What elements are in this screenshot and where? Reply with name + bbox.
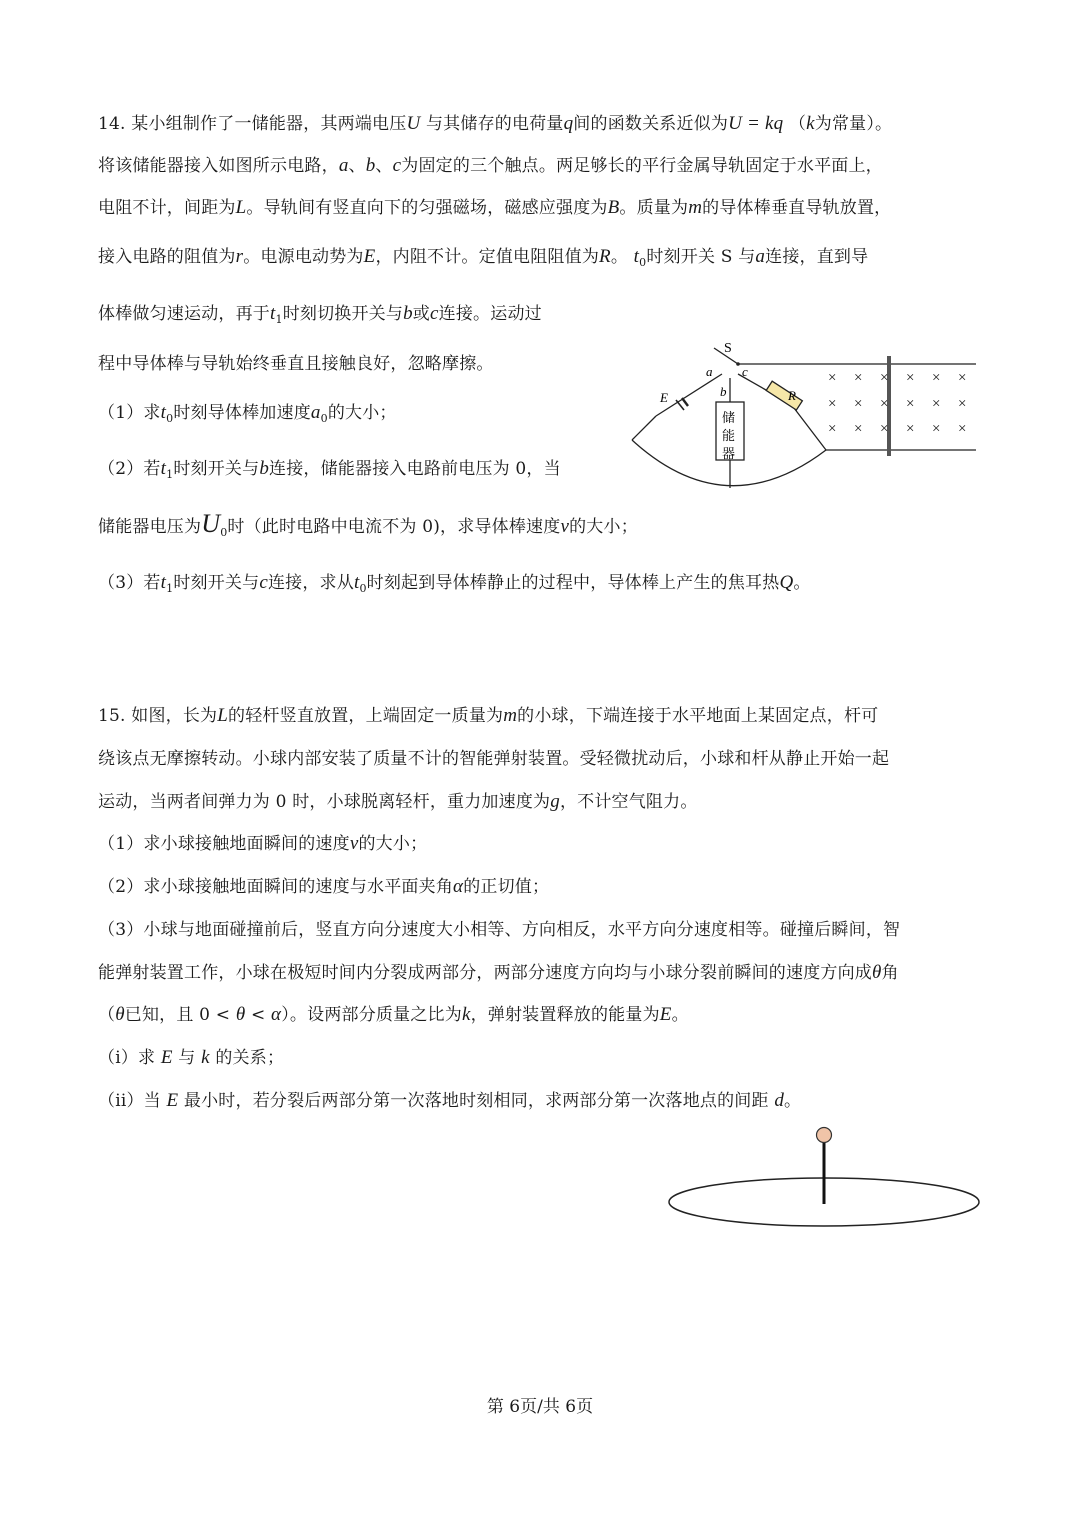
- subscript: 0: [320, 412, 328, 425]
- var-k: k: [201, 1047, 210, 1068]
- subscript: 1: [166, 468, 174, 481]
- field-cross-mark: ×: [854, 370, 863, 386]
- text: ）。设两部分质量之比为: [281, 1005, 462, 1025]
- var-E: E: [659, 1004, 672, 1025]
- var-E: E: [160, 1047, 173, 1068]
- text: 时（此时电路中电流不为 0)，求导体棒速度: [227, 517, 561, 537]
- field-cross-mark: ×: [958, 370, 967, 386]
- storage-label-3: 器: [722, 446, 736, 461]
- var-m: m: [688, 197, 703, 218]
- text: 的大小；: [327, 403, 397, 423]
- var-L: L: [235, 197, 247, 218]
- subscript: 1: [166, 582, 174, 595]
- var-B: B: [607, 197, 620, 218]
- page-footer: 第 6页/共 6页: [486, 1397, 594, 1417]
- text: 的小球，下端连接于水平地面上某固定点，杆可: [517, 706, 879, 726]
- text: 时刻开关与: [173, 573, 260, 593]
- q15-line-3: [98, 790, 698, 814]
- var-E: E: [363, 246, 376, 267]
- q14-part-2-cont: [98, 509, 638, 545]
- field-cross-mark: ×: [828, 370, 837, 386]
- text: 连接，直到导: [765, 247, 869, 267]
- text: <: [250, 1005, 266, 1025]
- var-a: a: [310, 402, 321, 423]
- var-L: L: [217, 705, 229, 726]
- var-theta: θ: [235, 1004, 246, 1025]
- subscript: 0: [639, 256, 647, 269]
- var-v: v: [560, 516, 570, 537]
- emf-label: E: [660, 390, 668, 405]
- var-d: d: [774, 1090, 785, 1111]
- battery-plate-short: [682, 398, 688, 406]
- q15-part-2: [98, 875, 549, 899]
- text: 。电源电动势为: [243, 247, 364, 267]
- q14-part-3: [98, 571, 811, 601]
- var-alpha: α: [271, 1004, 282, 1025]
- text: 体棒做匀速运动，再于: [98, 304, 270, 324]
- var-b: b: [403, 303, 413, 324]
- text: （3）小球与地面碰撞前后，竖直方向分速度大小相等、方向相反，水平方向分速度相等。碰撞后瞬间，智: [98, 920, 901, 940]
- field-cross-mark: ×: [932, 421, 941, 437]
- var-a: a: [755, 246, 766, 267]
- var-r: r: [235, 246, 244, 267]
- text: 角: [881, 963, 899, 983]
- text: （1）求小球接触地面瞬间的速度: [98, 834, 350, 854]
- text: 或: [412, 304, 430, 324]
- text: 能弹射装置工作，小球在极短时间内分裂成两部分，两部分速度方向均与小球分裂前瞬间的速度方向成: [98, 963, 872, 983]
- var-t: t: [160, 458, 167, 479]
- text: （: [788, 114, 807, 134]
- var-k: k: [806, 113, 815, 134]
- text: 。质量为: [619, 198, 689, 218]
- text: 的正切值；: [463, 877, 550, 897]
- field-cross-mark: ×: [880, 396, 889, 412]
- text: 间的函数关系近似为: [573, 114, 729, 134]
- q14-line-3: [98, 196, 891, 220]
- text: 将该储能器接入如图所示电路，: [98, 156, 339, 176]
- var-t: t: [270, 303, 276, 324]
- text: 时刻起到导体棒静止的过程中，导体棒上产生的焦耳热: [366, 573, 780, 593]
- field-cross-mark: ×: [828, 396, 837, 412]
- field-cross-mark: ×: [854, 396, 863, 412]
- text: 15. 如图，长为: [98, 706, 218, 726]
- q15-line-2: [98, 747, 889, 771]
- var-v: v: [349, 833, 359, 854]
- text: 。: [793, 573, 811, 593]
- text: 时刻开关与: [173, 459, 260, 479]
- text: （2）求小球接触地面瞬间的速度与水平面夹角: [98, 877, 454, 897]
- wire-c2: [794, 408, 826, 450]
- q14-line-5: [98, 302, 542, 332]
- var-theta: θ: [872, 962, 882, 983]
- q14-line-2: [98, 154, 883, 178]
- field-cross-mark: ×: [880, 370, 889, 386]
- var-c: c: [259, 572, 268, 593]
- field-cross-mark: ×: [906, 370, 915, 386]
- small-ball: [817, 1128, 832, 1143]
- var-t: t: [160, 402, 167, 423]
- formula: U = kq: [728, 113, 784, 134]
- text: ，内阻不计。定值电阻阻值为: [375, 247, 600, 267]
- q15-part-3ii: [98, 1089, 801, 1113]
- switch-pivot: [736, 362, 740, 366]
- text: 连接。运动过: [438, 304, 542, 324]
- field-cross-mark: ×: [958, 421, 967, 437]
- text: 为固定的三个触点。两足够长的平行金属导轨固定于水平面上，: [401, 156, 883, 176]
- var-alpha: α: [453, 876, 464, 897]
- var-U: U: [201, 509, 221, 538]
- field-cross-mark: ×: [932, 370, 941, 386]
- switch-label: S: [724, 341, 732, 356]
- wire-left: [632, 416, 656, 440]
- field-cross-mark: ×: [932, 396, 941, 412]
- subscript: 0: [166, 412, 174, 425]
- text: （i）求: [98, 1048, 156, 1068]
- var-t: t: [160, 572, 167, 593]
- field-cross-mark: ×: [854, 421, 863, 437]
- var-U: U: [406, 113, 421, 134]
- storage-label-2: 能: [722, 428, 736, 443]
- var-t: t: [353, 572, 360, 593]
- var-b: b: [259, 458, 270, 479]
- text: 绕该点无摩擦转动。小球内部安装了质量不计的智能弹射装置。受轻微扰动后，小球和杆从静止开始一起: [98, 749, 890, 769]
- field-cross-mark: ×: [958, 396, 967, 412]
- var-E: E: [166, 1090, 179, 1111]
- var-q: q: [563, 113, 574, 134]
- text: 。导轨间有竖直向下的匀强磁场，磁感应强度为: [246, 198, 608, 218]
- subscript: 0: [359, 582, 367, 595]
- text: 。: [671, 1005, 689, 1025]
- text: 时刻导体棒加速度: [173, 403, 311, 423]
- text: 与其储存的电荷量: [425, 114, 564, 134]
- q14-line-6: [98, 352, 494, 376]
- contact-c-label: c: [742, 364, 748, 379]
- text: 的导体棒垂直导轨放置，: [702, 198, 892, 218]
- text: 的大小；: [358, 834, 428, 854]
- var-theta: θ: [115, 1004, 125, 1025]
- text: 最小时，若分裂后两部分第一次落地时刻相同，求两部分第一次落地点的间距: [183, 1091, 769, 1111]
- var-c: c: [392, 155, 402, 176]
- text: （2）若: [98, 459, 161, 479]
- contact-b-label: b: [720, 384, 727, 399]
- text: 的关系；: [215, 1048, 285, 1068]
- var-g: g: [550, 791, 560, 812]
- storage-label-1: 储: [722, 410, 736, 425]
- var-k: k: [461, 1004, 471, 1025]
- var-R: R: [599, 246, 611, 267]
- rod-ball-diagram: [660, 1120, 990, 1236]
- q15-part-3c: [98, 1003, 689, 1027]
- text: 接入电路的阻值为: [98, 247, 236, 267]
- q14-line-4: [98, 245, 868, 275]
- resistor: [766, 381, 802, 410]
- q15-part-3b: [98, 961, 899, 985]
- text: 储能器电压为: [98, 517, 202, 537]
- var-m: m: [503, 705, 518, 726]
- text: 。: [784, 1091, 802, 1111]
- q15-part-3i: [98, 1046, 284, 1070]
- text: 已知，且 0 <: [124, 1005, 231, 1025]
- subscript: 0: [220, 526, 228, 539]
- text: 14. 某小组制作了一储能器，其两端电压: [98, 114, 407, 134]
- text: 电阻不计，间距为: [98, 198, 236, 218]
- text: 连接，求从: [267, 573, 354, 593]
- q14-line-1: [98, 112, 892, 136]
- text: 、: [348, 156, 366, 176]
- text: ，弹射装置释放的能量为: [470, 1005, 660, 1025]
- field-cross-mark: ×: [906, 396, 915, 412]
- battery-plate-long: [676, 400, 684, 410]
- var-Q: Q: [779, 572, 794, 593]
- text: 时刻切换开关与: [282, 304, 404, 324]
- text: ，不计空气阻力。: [559, 792, 698, 812]
- text: 时刻开关 S 与: [646, 247, 756, 267]
- text: （3）若: [98, 573, 161, 593]
- text: 为常量）。: [814, 114, 893, 134]
- circuit-diagram: [626, 336, 982, 496]
- q15-part-1: [98, 832, 427, 856]
- field-cross-mark: ×: [828, 421, 837, 437]
- subscript: 1: [275, 313, 283, 326]
- q14-part-1: [98, 401, 397, 431]
- var-b: b: [365, 155, 376, 176]
- q15-line-1: [98, 704, 878, 728]
- contact-a-label: a: [706, 364, 713, 379]
- text: 运动，当两者间弹力为 0 时，小球脱离轻杆，重力加速度为: [98, 792, 551, 812]
- text: 的大小；: [569, 517, 638, 537]
- text: （: [98, 1005, 116, 1025]
- q14-part-2: [98, 457, 561, 487]
- text: 。: [610, 247, 629, 267]
- text: 程中导体棒与导轨始终垂直且接触良好，忽略摩擦。: [98, 354, 494, 374]
- var-a: a: [338, 155, 349, 176]
- text: 、: [375, 156, 393, 176]
- resistor-label: R: [788, 388, 796, 403]
- text: 连接，储能器接入电路前电压为 0，当: [269, 459, 561, 479]
- text: 的轻杆竖直放置，上端固定一质量为: [228, 706, 504, 726]
- text: （ii）当: [98, 1091, 161, 1111]
- text: 与: [178, 1048, 196, 1068]
- var-c: c: [430, 303, 439, 324]
- magnetic-field: [828, 370, 966, 437]
- var-t: t: [633, 246, 640, 267]
- q15-part-3a: [98, 918, 900, 942]
- field-cross-mark: ×: [906, 421, 915, 437]
- field-cross-mark: ×: [880, 421, 889, 437]
- text: （1）求: [98, 403, 161, 423]
